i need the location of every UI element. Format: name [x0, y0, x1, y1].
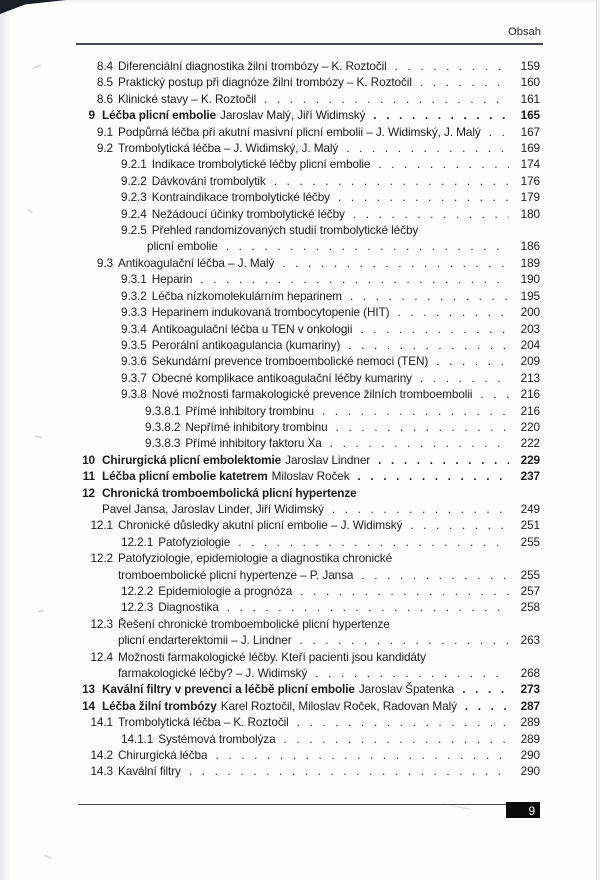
page-number: 9	[528, 806, 535, 818]
toc-entry-number: 12.2.1	[121, 534, 154, 549]
toc-entry	[0, 632, 600, 648]
toc-entry-number: 9.3.4	[121, 321, 147, 336]
toc-entry	[0, 238, 600, 254]
toc-entry-text: Řešení chronické tromboembolické plicní hypertenze	[118, 616, 390, 631]
toc-entry-page: 222	[520, 436, 540, 451]
toc-entry-text: Přímé inhibitory trombinu	[185, 403, 315, 418]
dot-leader	[420, 74, 509, 90]
toc-entry-number: 14.2	[90, 748, 113, 763]
toc-entry-number: 12.3	[90, 616, 113, 631]
toc-entry-text: Praktický postup při diagnóze žilní trombózy – K. Roztočil	[118, 75, 412, 90]
toc-entry-number: 13	[82, 682, 95, 697]
dot-leader	[297, 714, 509, 730]
dot-leader	[361, 567, 509, 583]
dot-leader	[420, 370, 509, 386]
dot-leader	[226, 238, 509, 254]
toc-entry-title: Kavální filtry v prevenci a léčbě plicní embolie	[102, 682, 355, 697]
toc-entry-page: 160	[520, 75, 540, 90]
toc-entry	[0, 124, 600, 140]
toc-entry-text: Perorální antikoagulancia (kumariny)	[151, 337, 341, 352]
dot-leader	[322, 403, 509, 419]
toc-entry	[0, 731, 600, 747]
toc-entry-number: 14.3	[90, 764, 113, 779]
toc-entry-number: 14	[82, 698, 95, 713]
toc-list	[0, 58, 600, 780]
toc-entry	[0, 107, 600, 123]
dot-leader	[330, 435, 509, 451]
page-number-box	[506, 802, 540, 818]
toc-entry-title: Léčba plicní embolie	[102, 108, 217, 123]
dot-leader	[189, 763, 509, 779]
toc-entry	[0, 337, 600, 353]
toc-entry	[0, 534, 600, 550]
toc-entry-number: 9.2.5	[121, 223, 147, 238]
toc-entry-number: 10	[82, 452, 95, 467]
toc-entry	[0, 665, 600, 681]
dot-leader	[284, 731, 509, 747]
toc-entry-page: 195	[520, 288, 540, 303]
toc-entry-number: 12	[82, 485, 95, 500]
toc-entry-text: Antikoagulační léčba u TEN v onkologii	[151, 321, 353, 336]
toc-entry-text: Patofyziologie	[158, 534, 231, 549]
toc-entry	[0, 189, 600, 205]
toc-entry-number: 9.3.2	[121, 288, 147, 303]
toc-entry-page: 213	[520, 370, 540, 385]
toc-entry-number: 9.3	[96, 255, 113, 270]
toc-entry-page: 186	[520, 239, 540, 254]
toc-entry-text: Indikace trombolytické léčby plicní embolie	[151, 157, 371, 172]
toc-entry-title: Léčba plicní embolie katetrem	[102, 469, 268, 484]
toc-entry-text: Možnosti farmakologické léčby. Kteří pacienti jsou kandidáty	[118, 649, 426, 664]
toc-entry-number: 9	[88, 108, 95, 123]
toc-entry-page: 255	[520, 567, 540, 582]
toc-entry-page: 176	[520, 173, 540, 188]
toc-entry-title: Chirurgická plicní embolektomie	[102, 452, 282, 467]
toc-entry	[0, 403, 600, 419]
toc-entry-text: Jaroslav Lindner	[285, 452, 371, 467]
toc-entry-text: Léčba nízkomolekulárním heparinem	[151, 288, 342, 303]
toc-entry-number: 9.2.4	[121, 206, 147, 221]
dot-leader	[346, 140, 509, 156]
toc-entry-text: Trombolytická léčba – K. Roztočil	[118, 715, 289, 730]
dot-leader	[336, 419, 509, 435]
toc-entry-title: Chronická tromboembolická plicní hypertenze	[102, 485, 357, 500]
dot-leader	[480, 386, 509, 402]
toc-entry-page: 268	[520, 666, 540, 681]
toc-entry	[0, 714, 600, 730]
toc-entry	[0, 58, 600, 74]
toc-entry-page: 209	[520, 354, 540, 369]
dot-leader	[215, 747, 509, 763]
toc-entry	[0, 353, 600, 369]
toc-entry	[0, 468, 600, 484]
toc-entry-number: 12.2	[90, 551, 113, 566]
toc-entry	[0, 583, 600, 599]
toc-entry-page: 216	[520, 403, 540, 418]
toc-entry-number: 14.1.1	[121, 731, 154, 746]
toc-entry-text: Diferenciální diagnostika žilní trombózy – K. Roztočil	[118, 59, 387, 73]
toc-entry	[0, 321, 600, 337]
toc-entry	[0, 91, 600, 107]
toc-entry	[0, 435, 600, 451]
toc-entry-text: Podpůrná léčba při akutní masivní plicní embolii – J. Widimský, J. Malý	[118, 124, 481, 139]
toc-entry-page: 289	[520, 731, 540, 746]
dot-leader	[436, 353, 509, 369]
toc-entry-number: 9.3.7	[121, 370, 147, 385]
toc-entry-number: 8.6	[96, 91, 113, 106]
toc-entry-text: Epidemiologie a prognóza	[158, 584, 293, 598]
toc-entry-number: 9.3.3	[121, 305, 147, 320]
toc-entry	[0, 763, 600, 779]
toc-entry-text: Dávkování trombolytik	[151, 173, 266, 188]
dot-leader	[462, 681, 509, 697]
toc-entry-page: 180	[520, 206, 540, 221]
toc-entry-text: Chronické důsledky akutní plicní embolie – J. Widimský	[118, 518, 403, 533]
toc-entry-text: Antikoagulační léčba – J. Malý	[118, 255, 275, 270]
dot-leader	[360, 321, 509, 337]
toc-entry-text: Obecné komplikace antikoagulační léčby kumariny	[151, 370, 412, 385]
toc-entry-page: 165	[520, 108, 540, 123]
toc-entry-text: Karel Roztočil, Miloslav Roček, Radovan Malý	[220, 698, 457, 713]
toc-entry-number: 8.4	[96, 59, 113, 73]
toc-entry-page: 290	[520, 764, 540, 779]
toc-entry-number: 8.5	[96, 75, 113, 90]
dot-leader	[300, 632, 509, 648]
toc-entry	[0, 140, 600, 156]
toc-entry-page: 189	[520, 255, 540, 270]
toc-entry-text: Přehled randomizovaných studií trombolytické léčby	[151, 223, 419, 238]
toc-entry-text: Miloslav Roček	[271, 469, 350, 484]
toc-entry-page: 220	[520, 419, 540, 434]
toc-entry-text: Sekundární prevence tromboembolické nemoci (TEN)	[151, 354, 429, 369]
toc-entry-page: 179	[520, 190, 540, 205]
dot-leader	[378, 452, 509, 468]
toc-entry-text: Jaroslav Špatenka	[358, 682, 455, 697]
toc-entry-text: farmakologické léčby? – J. Widimský	[118, 666, 308, 681]
toc-entry-text: tromboembolické plicní hypertenze – P. Jansa	[118, 567, 354, 582]
toc-entry	[0, 156, 600, 172]
toc-entry-text: Systémová trombolýza	[158, 731, 276, 746]
toc-entry-page: 257	[520, 584, 540, 598]
toc-entry-page: 216	[520, 387, 540, 402]
toc-entry-text: plicní endarterektomii – J. Lindner	[118, 633, 292, 648]
toc-entry-page: 255	[520, 534, 540, 549]
toc-entry-page: 251	[520, 518, 540, 533]
dot-leader	[200, 271, 509, 287]
toc-entry-text: Pavel Jansa, Jaroslav Linder, Jiří Widimský	[102, 501, 324, 516]
toc-entry-number: 9.2	[96, 141, 113, 156]
dot-leader	[264, 91, 509, 107]
toc-entry	[0, 681, 600, 697]
toc-entry	[0, 222, 600, 238]
toc-entry-number: 9.3.8.2	[145, 419, 181, 434]
toc-entry-number: 9.2.1	[121, 157, 147, 172]
toc-entry	[0, 370, 600, 386]
toc-entry	[0, 74, 600, 90]
toc-entry-text: Heparinem indukovaná trombocytopenie (HIT)	[151, 305, 390, 320]
toc-entry	[0, 501, 600, 517]
toc-entry	[0, 452, 600, 468]
toc-entry-number: 9.1	[96, 124, 113, 139]
toc-entry-page: 203	[520, 321, 540, 336]
dot-leader	[353, 206, 509, 222]
toc-entry	[0, 304, 600, 320]
toc-entry-page: 167	[520, 124, 540, 139]
toc-entry-text: Kavální filtry	[118, 764, 181, 779]
toc-entry-text: Diagnostika	[158, 600, 219, 615]
footer-rule	[78, 804, 508, 805]
toc-entry-page: 229	[520, 452, 540, 467]
toc-entry-number: 12.2.2	[121, 584, 154, 598]
toc-entry-text: plicní embolie	[147, 239, 218, 254]
dot-leader	[348, 337, 509, 353]
toc-entry-number: 9.3.5	[121, 337, 147, 352]
toc-entry	[0, 517, 600, 533]
toc-entry-page: 258	[520, 600, 540, 615]
toc-entry-number: 14.1	[90, 715, 113, 730]
toc-entry-number: 11	[82, 469, 95, 484]
toc-entry	[0, 386, 600, 402]
dot-leader	[378, 156, 509, 172]
dot-leader	[227, 599, 509, 615]
toc-entry	[0, 567, 600, 583]
dot-leader	[282, 255, 509, 271]
dot-leader	[315, 665, 509, 681]
toc-entry-page: 289	[520, 715, 540, 730]
toc-entry-number: 12.2.3	[121, 600, 154, 615]
dot-leader	[410, 517, 509, 533]
toc-entry-page: 161	[520, 91, 540, 106]
toc-entry-text: Patofyziologie, epidemiologie a diagnostika chronické	[118, 551, 393, 566]
toc-entry	[0, 288, 600, 304]
toc-entry	[0, 616, 600, 632]
toc-entry	[0, 255, 600, 271]
toc-entry-page: 287	[520, 698, 540, 713]
toc-entry-text: Jaroslav Malý, Jiří Widimský	[220, 108, 366, 123]
dot-leader	[238, 534, 509, 550]
toc-entry	[0, 747, 600, 763]
toc-entry-number: 9.3.8	[121, 387, 147, 402]
toc-entry-page: 169	[520, 141, 540, 156]
scan-edge-top	[0, 0, 600, 3]
dot-leader	[338, 189, 509, 205]
dot-leader	[300, 583, 509, 599]
toc-entry-page: 204	[520, 337, 540, 352]
toc-entry-text: Chirurgická léčba	[118, 748, 208, 763]
toc-entry-number: 12.4	[90, 649, 113, 664]
toc-entry	[0, 550, 600, 566]
toc-entry-title: Léčba žilní trombózy	[102, 698, 217, 713]
toc-entry-page: 290	[520, 748, 540, 763]
dot-leader	[398, 304, 509, 320]
toc-entry-page: 159	[520, 59, 540, 73]
toc-entry-text: Nové možnosti farmakologické prevence žilních tromboembolii	[151, 387, 473, 402]
dot-leader	[350, 288, 509, 304]
toc-entry-page: 263	[520, 633, 540, 648]
toc-entry	[0, 698, 600, 714]
toc-entry-page: 200	[520, 305, 540, 320]
toc-entry-text: Klinické stavy – K. Roztočil	[118, 91, 257, 106]
toc-entry-text: Trombolytická léčba – J. Widimský, J. Malý	[118, 141, 339, 156]
toc-entry-number: 9.2.2	[121, 173, 147, 188]
toc-entry-text: Kontraindikace trombolytické léčby	[151, 190, 330, 205]
toc-entry-text: Heparin	[151, 272, 193, 287]
toc-entry-page: 190	[520, 272, 540, 287]
toc-entry	[0, 271, 600, 287]
toc-entry-page: 249	[520, 501, 540, 516]
toc-entry-page: 174	[520, 157, 540, 172]
toc-entry-number: 9.3.6	[121, 354, 147, 369]
toc-entry-number: 9.3.8.1	[145, 403, 181, 418]
toc-entry	[0, 485, 600, 501]
toc-entry	[0, 649, 600, 665]
toc-entry-page: 237	[520, 469, 540, 484]
toc-entry	[0, 206, 600, 222]
toc-entry-number: 12.1	[90, 518, 113, 533]
toc-entry-number: 9.2.3	[121, 190, 147, 205]
dot-leader	[274, 173, 509, 189]
toc-entry	[0, 599, 600, 615]
dot-leader	[465, 698, 509, 714]
toc-entry-text: Nepřímé inhibitory trombinu	[185, 419, 328, 434]
toc-entry-text: Přímé inhibitory faktoru Xa	[185, 436, 322, 451]
dot-leader	[373, 107, 509, 123]
dot-leader	[489, 124, 509, 140]
toc-entry-text: Nežádoucí účinky trombolytické léčby	[151, 206, 345, 221]
toc-entry-page: 273	[520, 682, 540, 697]
toc-entry-number: 9.3.8.3	[145, 436, 181, 451]
dot-leader	[332, 501, 509, 517]
running-header: Obsah	[508, 26, 541, 38]
toc-entry	[0, 419, 600, 435]
dot-leader	[395, 58, 509, 74]
dot-leader	[358, 468, 509, 484]
toc-entry	[0, 173, 600, 189]
header-rule	[76, 43, 543, 45]
toc-entry-number: 9.3.1	[121, 272, 147, 287]
